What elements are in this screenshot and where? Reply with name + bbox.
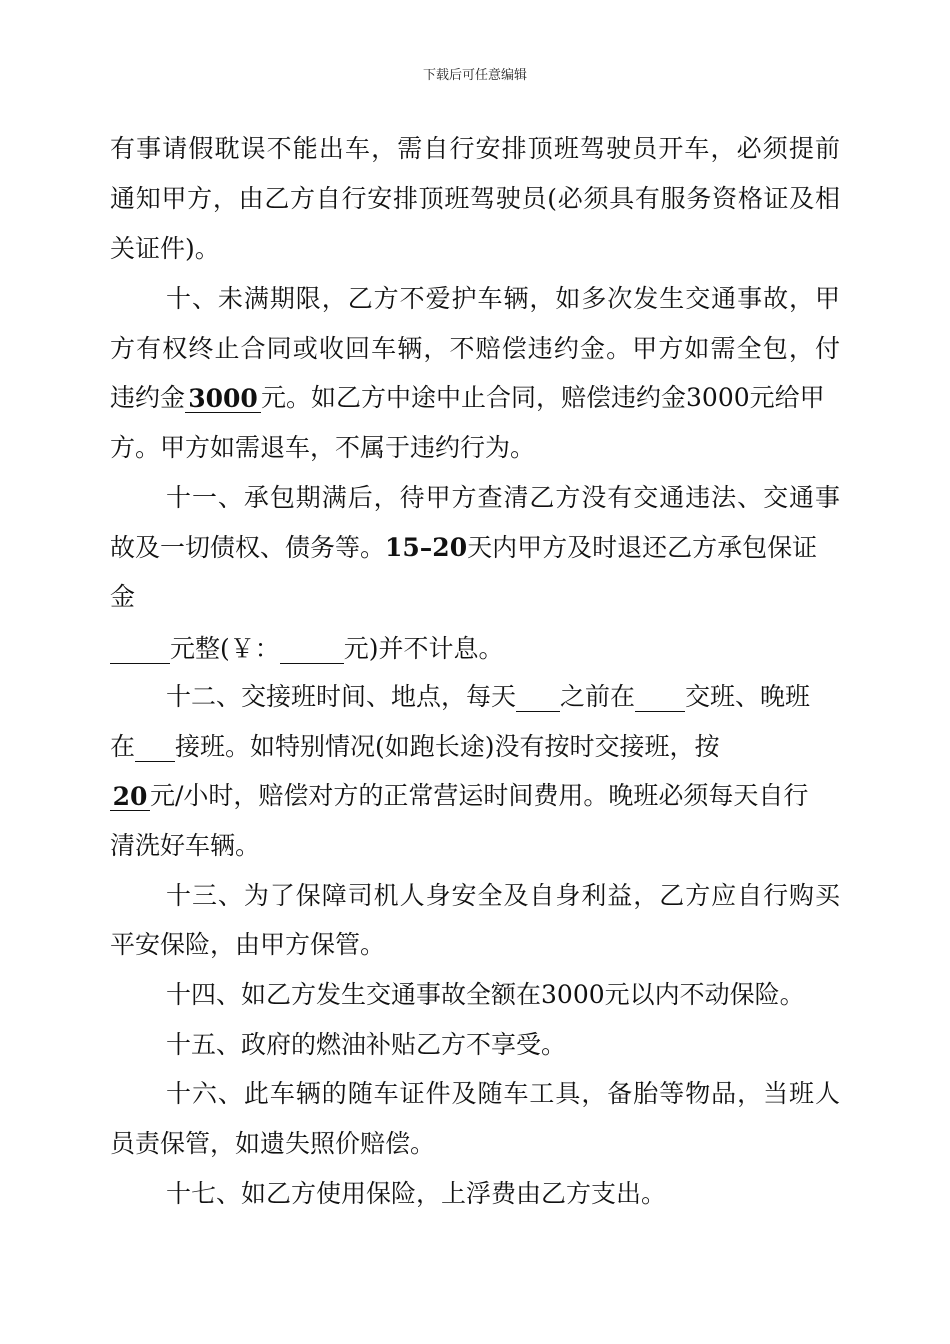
paragraph-line: 金 [110, 582, 136, 611]
clause-16-line: 十六、此车辆的随车证件及随车工具，备胎等物品，当班人 [166, 1079, 840, 1108]
text-segment: 交班、晚班 [685, 682, 811, 711]
clause-15-line: 十五、政府的燃油补贴乙方不享受。 [166, 1030, 567, 1059]
deposit-amount-blank [110, 635, 170, 664]
text-segment: 元/小时，赔偿对方的正常营运时间费用。晚班必须每天自行 [150, 781, 809, 810]
clause-12-line [166, 682, 810, 712]
text-segment: 元。如乙方中途中止合同，赔偿违约金3000元给甲 [261, 383, 825, 412]
paragraph-line: 员责保管，如遗失照价赔偿。 [110, 1129, 436, 1158]
paragraph-line [110, 781, 808, 811]
paragraph-line: 有事请假耽误不能出车，需自行安排顶班驾驶员开车，必须提前 [110, 134, 840, 163]
text-segment: 之前在 [560, 682, 636, 711]
paragraph-line [110, 383, 825, 413]
text-segment: 接班。如特别情况(如跑长途)没有按时交接班，按 [175, 732, 720, 761]
penalty-amount-field: 3000 [185, 384, 261, 413]
paragraph-line [110, 732, 720, 762]
handover-place-blank [635, 683, 685, 712]
text-segment: 天内甲方及时退还乙方承包保证 [467, 533, 818, 562]
text-segment: 元整(￥： [170, 634, 280, 663]
paragraph-line: 关证件)。 [110, 234, 220, 263]
text-segment: 元)并不计息。 [343, 634, 504, 663]
page-header: 下载后可任意编辑 [422, 68, 527, 83]
clause-14-line: 十四、如乙方发生交通事故全额在3000元以内不动保险。 [166, 980, 805, 1009]
clause-10-line: 十、未满期限，乙方不爱护车辆，如多次发生交通事故，甲 [166, 284, 840, 313]
hourly-rate-field: 20 [110, 782, 150, 811]
paragraph-line [110, 634, 504, 664]
paragraph-line: 通知甲方，由乙方自行安排顶班驾驶员(必须具有服务资格证及相 [110, 184, 840, 213]
clause-13-line: 十三、为了保障司机人身安全及自身利益，乙方应自行购买 [166, 881, 840, 910]
night-shift-place-blank [135, 733, 175, 762]
paragraph-line: 方。甲方如需退车，不属于违约行为。 [110, 433, 536, 462]
text-segment: 违约金 [110, 383, 186, 412]
paragraph-line [110, 533, 817, 563]
handover-time-blank [516, 683, 560, 712]
text-segment: 十二、交接班时间、地点，每天 [166, 682, 517, 711]
paragraph-line: 清洗好车辆。 [110, 831, 261, 860]
deposit-amount-number-blank [280, 635, 344, 664]
text-segment: 在 [110, 732, 136, 761]
text-segment: 故及一切债权、债务等。 [110, 533, 386, 562]
clause-17-line: 十七、如乙方使用保险，上浮费由乙方支出。 [166, 1179, 667, 1208]
paragraph-line: 方有权终止合同或收回车辆，不赔偿违约金。甲方如需全包，付 [110, 334, 840, 363]
clause-11-line: 十一、承包期满后，待甲方查清乙方没有交通违法、交通事 [166, 483, 840, 512]
days-range: 15–20 [385, 533, 468, 562]
paragraph-line: 平安保险，由甲方保管。 [110, 930, 386, 959]
